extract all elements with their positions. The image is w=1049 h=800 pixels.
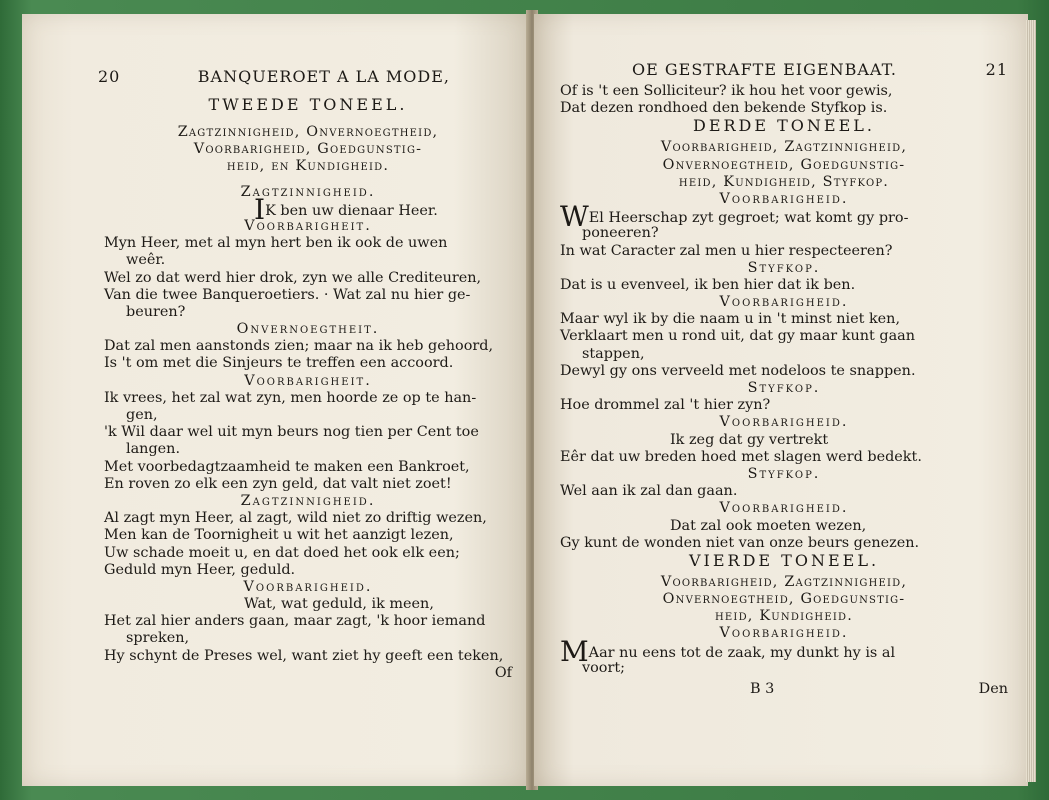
left-page-text (22, 68, 530, 682)
cast-line: Voorbarigheid, Zagtzinnigheid, (660, 139, 908, 156)
page-edges (1026, 20, 1036, 782)
verse-line: Men kan de Toornigheit u wit het aanzigt lezen, (104, 527, 454, 544)
verse-line: Met voorbedagtzaamheid te maken een Bankroet, (104, 458, 470, 475)
right-verse-lines (560, 83, 1008, 677)
left-page (22, 14, 530, 786)
left-verse-lines (104, 184, 512, 665)
right-page-text (534, 61, 1028, 698)
speaker-name: Voorbarigheid. (719, 294, 849, 311)
verse-text: Aar nu eens tot de zaak, my dunkt hy is al (588, 644, 896, 661)
verse-continuation: langen. (126, 441, 181, 458)
speaker-name: Voorbarigheid. (243, 578, 373, 595)
verse-continuation: spreken, (126, 630, 190, 647)
verse-line: Hy schynt de Preses wel, want ziet hy geeft een teken, (104, 647, 504, 664)
verse-line: Dat is u evenveel, ik ben hier dat ik ben. (560, 276, 856, 293)
right-page-number: 21 (985, 60, 1008, 79)
verse-line: Uw schade moeit u, en dat doed het ook elk een; (104, 544, 460, 561)
speaker-name: Zagtzinnigheid. (240, 183, 376, 200)
verse-continuation: weêr. (126, 252, 166, 269)
left-catchword: Of (494, 664, 512, 681)
speaker-name: Voorbarigheid. (719, 625, 849, 642)
verse-line: Eêr dat uw breden hoed met slagen werd bedekt. (560, 448, 922, 465)
cast-line: Voorbarigheid, Zagtzinnigheid, (660, 573, 908, 590)
verse-line: Of is 't een Solliciteur? ik hou het voor gewis, (560, 83, 893, 99)
left-page-number: 20 (98, 67, 121, 86)
scene-title: DERDE TONEEL. (692, 116, 875, 136)
verse-line: Dat zal ook moeten wezen, (670, 517, 867, 534)
drop-cap: M (560, 634, 589, 668)
verse-line: Ik zeg dat gy vertrekt (670, 431, 829, 448)
speaker-name: Voorbarigheid. (719, 414, 849, 431)
scene-title: VIERDE TONEEL. (688, 550, 880, 570)
verse-line: Dewyl gy ons verveeld met nodeloos te snappen. (560, 362, 916, 379)
cast-line: Onvernoegtheid, Goedgunstig- (662, 156, 906, 173)
verse-line: En roven zo elk een zyn geld, dat valt niet zoet! (104, 475, 452, 492)
verse-line: Van die twee Banqueroetiers. · Wat zal nu hier ge- (104, 286, 471, 303)
left-scene-title: TWEEDE TONEEL. (208, 95, 408, 114)
verse-line: Myn Heer, met al myn hert ben ik ook de uwen (104, 235, 448, 252)
verse-line: Is 't om met die Sinjeurs te treffen een accoord. (104, 355, 454, 372)
verse-line: In wat Caracter zal men u hier respecteeren? (560, 242, 893, 259)
cast-line: Zagtzinnigheid, Onvernoegtheid, (177, 124, 439, 140)
speaker-name: Zagtzinnigheid. (240, 492, 376, 509)
verse-line: Wel aan ik zal dan gaan. (560, 483, 738, 500)
cast-line: heid, Kundigheid. (715, 608, 853, 625)
speaker-name: Voorbarigheit. (244, 217, 372, 234)
verse-line: Dat zal men aanstonds zien; maar na ik heb gehoord, (104, 338, 494, 355)
cast-line: heid, en Kundigheid. (226, 158, 390, 175)
verse-text: K ben uw dienaar Heer. (265, 202, 438, 219)
verse-line: Al zagt myn Heer, al zagt, wild niet zo driftig wezen, (104, 510, 487, 527)
verse-continuation: stappen, (582, 345, 645, 362)
speaker-name: Styfkop. (747, 259, 821, 276)
verse-line: Het zal hier anders gaan, maar zagt, 'k hoor iemand (104, 613, 486, 630)
verse-text: El Heerschap zyt gegroet; wat komt gy pro- (588, 210, 909, 227)
speaker-name: Styfkop. (747, 380, 821, 396)
speaker-name: Onvernoegtheit. (236, 321, 380, 338)
verse-continuation: gen, (126, 407, 158, 423)
speaker-name: Voorbarigheid. (719, 500, 849, 517)
verse-line: Maar wyl ik by die naam u in 't minst niet ken, (560, 311, 901, 328)
verse-line: Wat, wat geduld, ik meen, (244, 596, 434, 613)
signature-mark: B 3 (750, 681, 775, 697)
speaker-name: Styfkop. (747, 465, 821, 482)
verse-continuation: voort; (582, 659, 625, 676)
right-page (534, 14, 1028, 786)
right-catchword: Den (978, 681, 1008, 697)
speaker-name: Voorbarigheid. (719, 190, 849, 207)
cast-line: heid, Kundigheid, Styfkop. (678, 173, 890, 190)
speaker-name: Voorbarigheit. (244, 372, 372, 389)
verse-line: Wel zo dat werd hier drok, zyn we alle Crediteuren, (104, 269, 482, 286)
left-running-head (98, 68, 512, 90)
verse-line: Dat dezen rondhoed den bekende Styfkop is. (560, 100, 888, 117)
drop-cap: I (254, 192, 266, 226)
right-running-head (560, 61, 1008, 83)
verse-line: 'k Wil daar wel uit myn beurs nog tien per Cent toe (104, 424, 479, 441)
drop-cap: W (560, 200, 589, 234)
right-running-title: OE GESTRAFTE EIGENBAAT. (632, 60, 897, 79)
verse-line: Gy kunt de wonden niet van onze beurs genezen. (560, 534, 920, 551)
right-footer (560, 681, 1008, 698)
cast-line: Voorbarigheid, Goedgunstig- (193, 141, 423, 158)
verse-continuation: poneeren? (582, 225, 659, 242)
verse-continuation: beuren? (126, 303, 186, 320)
verse-line: Geduld myn Heer, geduld. (104, 561, 296, 578)
left-running-title: BANQUEROET A LA MODE, (197, 67, 450, 86)
verse-line: Verklaart men u rond uit, dat gy maar kunt gaan (560, 328, 916, 345)
verse-line: Ik vrees, het zal wat zyn, men hoorde ze op te han- (104, 389, 477, 406)
verse-line: Hoe drommel zal 't hier zyn? (560, 397, 771, 414)
cast-line: Onvernoegtheid, Goedgunstig- (662, 591, 906, 608)
